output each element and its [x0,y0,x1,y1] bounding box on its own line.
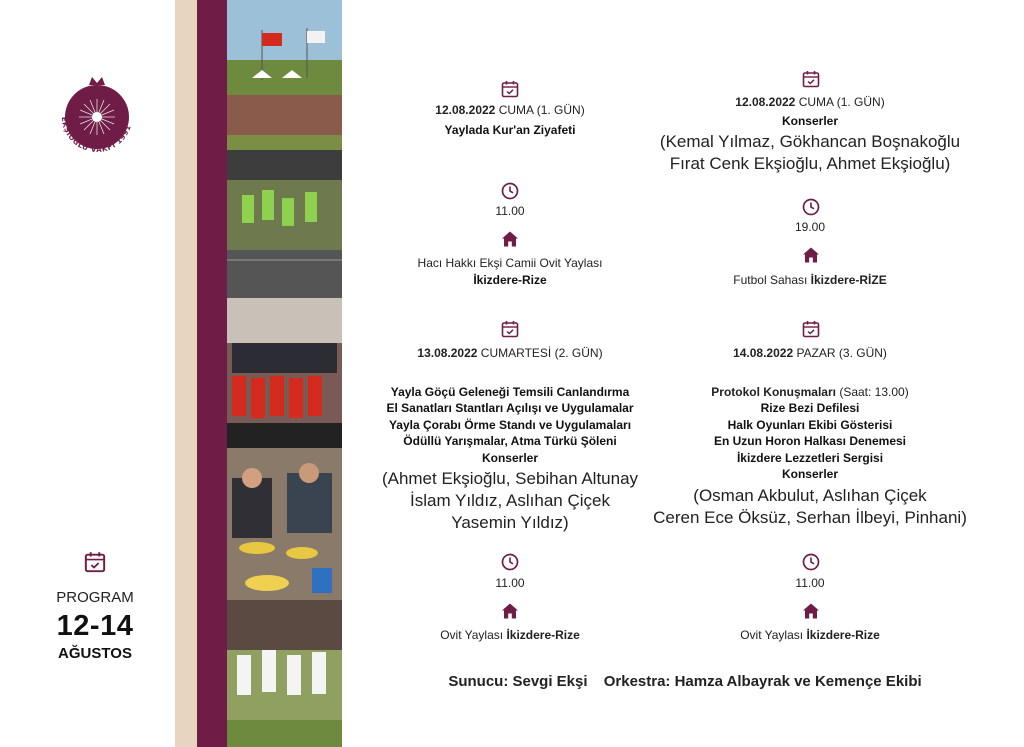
event3-performers-line2: İslam Yıldız, Aslıhan Çiçek [410,491,610,510]
event3-performers-line3: Yasemin Yıldız) [451,513,569,532]
photo-stage-group [227,298,342,448]
event3-activity-5: Konserler [481,451,539,465]
event4-place: Ovit Yaylası İkizdere-Rize [740,628,880,642]
calendar-icon [802,320,820,338]
photo-dancers [227,150,342,298]
program-month: AĞUSTOS [58,645,132,662]
event3-time: 11.00 [495,576,525,590]
house-icon [802,246,820,264]
event3-place: Ovit Yaylası İkizdere-Rize [440,628,580,642]
event1-place: Hacı Hakkı Ekşi Camii Ovit Yaylası [417,256,603,270]
event2-title: Konserler [781,114,839,128]
photo-cooking [227,448,342,600]
left-panel [0,0,175,747]
event3-activity-1: Yayla Göçü Geleneği Temsili Canlandırma [390,385,630,399]
event1-place-region: İkizdere-Rize [473,273,547,287]
clock-icon [802,553,820,571]
calendar-icon [501,320,519,338]
calendar-icon [802,70,820,88]
event3-activity-2: El Sanatları Stantları Açılışı ve Uygulamalar [386,401,634,415]
event4-performers-line2: Ceren Ece Öksüz, Serhan İlbeyi, Pinhani) [653,508,967,527]
event1-date: 12.08.2022 CUMA (1. GÜN) [435,103,585,117]
program-label: PROGRAM [56,589,134,606]
house-icon [802,602,820,620]
photo-flags-crowd [227,0,342,150]
pomegranate-logo [52,72,142,162]
house-icon [501,230,519,248]
photo-collage [227,0,342,747]
event4-performers-line1: (Osman Akbulut, Aslıhan Çiçek [693,486,927,505]
event4-time: 11.00 [795,576,825,590]
event2-performers-line1: (Kemal Yılmaz, Gökhancan Boşnakoğlu [659,132,961,151]
logo-ring-text: EKŞİOĞLU VAKFI 1991 [59,116,133,155]
calendar-icon [84,551,106,573]
presenter-credit: Sunucu: Sevgi Ekşi [448,673,588,690]
event3-activity-3: Yayla Çorabı Örme Standı ve Uygulamaları [388,418,632,432]
clock-icon [501,182,519,200]
event4-activity-4: En Uzun Horon Halkası Denemesi [713,434,907,448]
event4-activity-6: Konserler [781,467,839,481]
event4-activity-2: Rize Bezi Defilesi [760,401,860,415]
clock-icon [802,198,820,216]
event2-performers-line2: Fırat Cenk Ekşioğlu, Ahmet Ekşioğlu) [669,154,951,173]
house-icon [501,602,519,620]
footer-credits [360,673,1010,690]
event4-activity-1: Protokol Konuşmaları (Saat: 13.00) [711,385,909,399]
clock-icon [501,553,519,571]
event4-activity-3: Halk Oyunları Ekibi Gösterisi [727,418,893,432]
event2-time: 19.00 [794,220,826,234]
photo-children-dance [227,600,342,747]
event3-performers-line1: (Ahmet Ekşioğlu, Sebihan Altunay [381,469,639,488]
event3-date: 13.08.2022 CUMARTESİ (2. GÜN) [417,346,603,360]
decorative-beige-strip [175,0,197,747]
event2-place: Futbol Sahası İkizdere-RİZE [733,273,887,287]
event4-activity-5: İkizdere Lezzetleri Sergisi [736,451,884,465]
event3-activity-4: Ödüllü Yarışmalar, Atma Türkü Şöleni [403,434,617,448]
event2-date: 12.08.2022 CUMA (1. GÜN) [735,95,885,109]
decorative-maroon-strip [197,0,227,747]
event1-time: 11.00 [495,204,525,218]
event1-title: Yaylada Kur'an Ziyafeti [444,123,576,137]
program-dates: 12-14 [56,610,134,642]
orchestra-credit: Orkestra: Hamza Albayrak ve Kemençe Ekibi [603,673,922,690]
event4-date: 14.08.2022 PAZAR (3. GÜN) [733,346,887,360]
calendar-icon [501,80,519,98]
